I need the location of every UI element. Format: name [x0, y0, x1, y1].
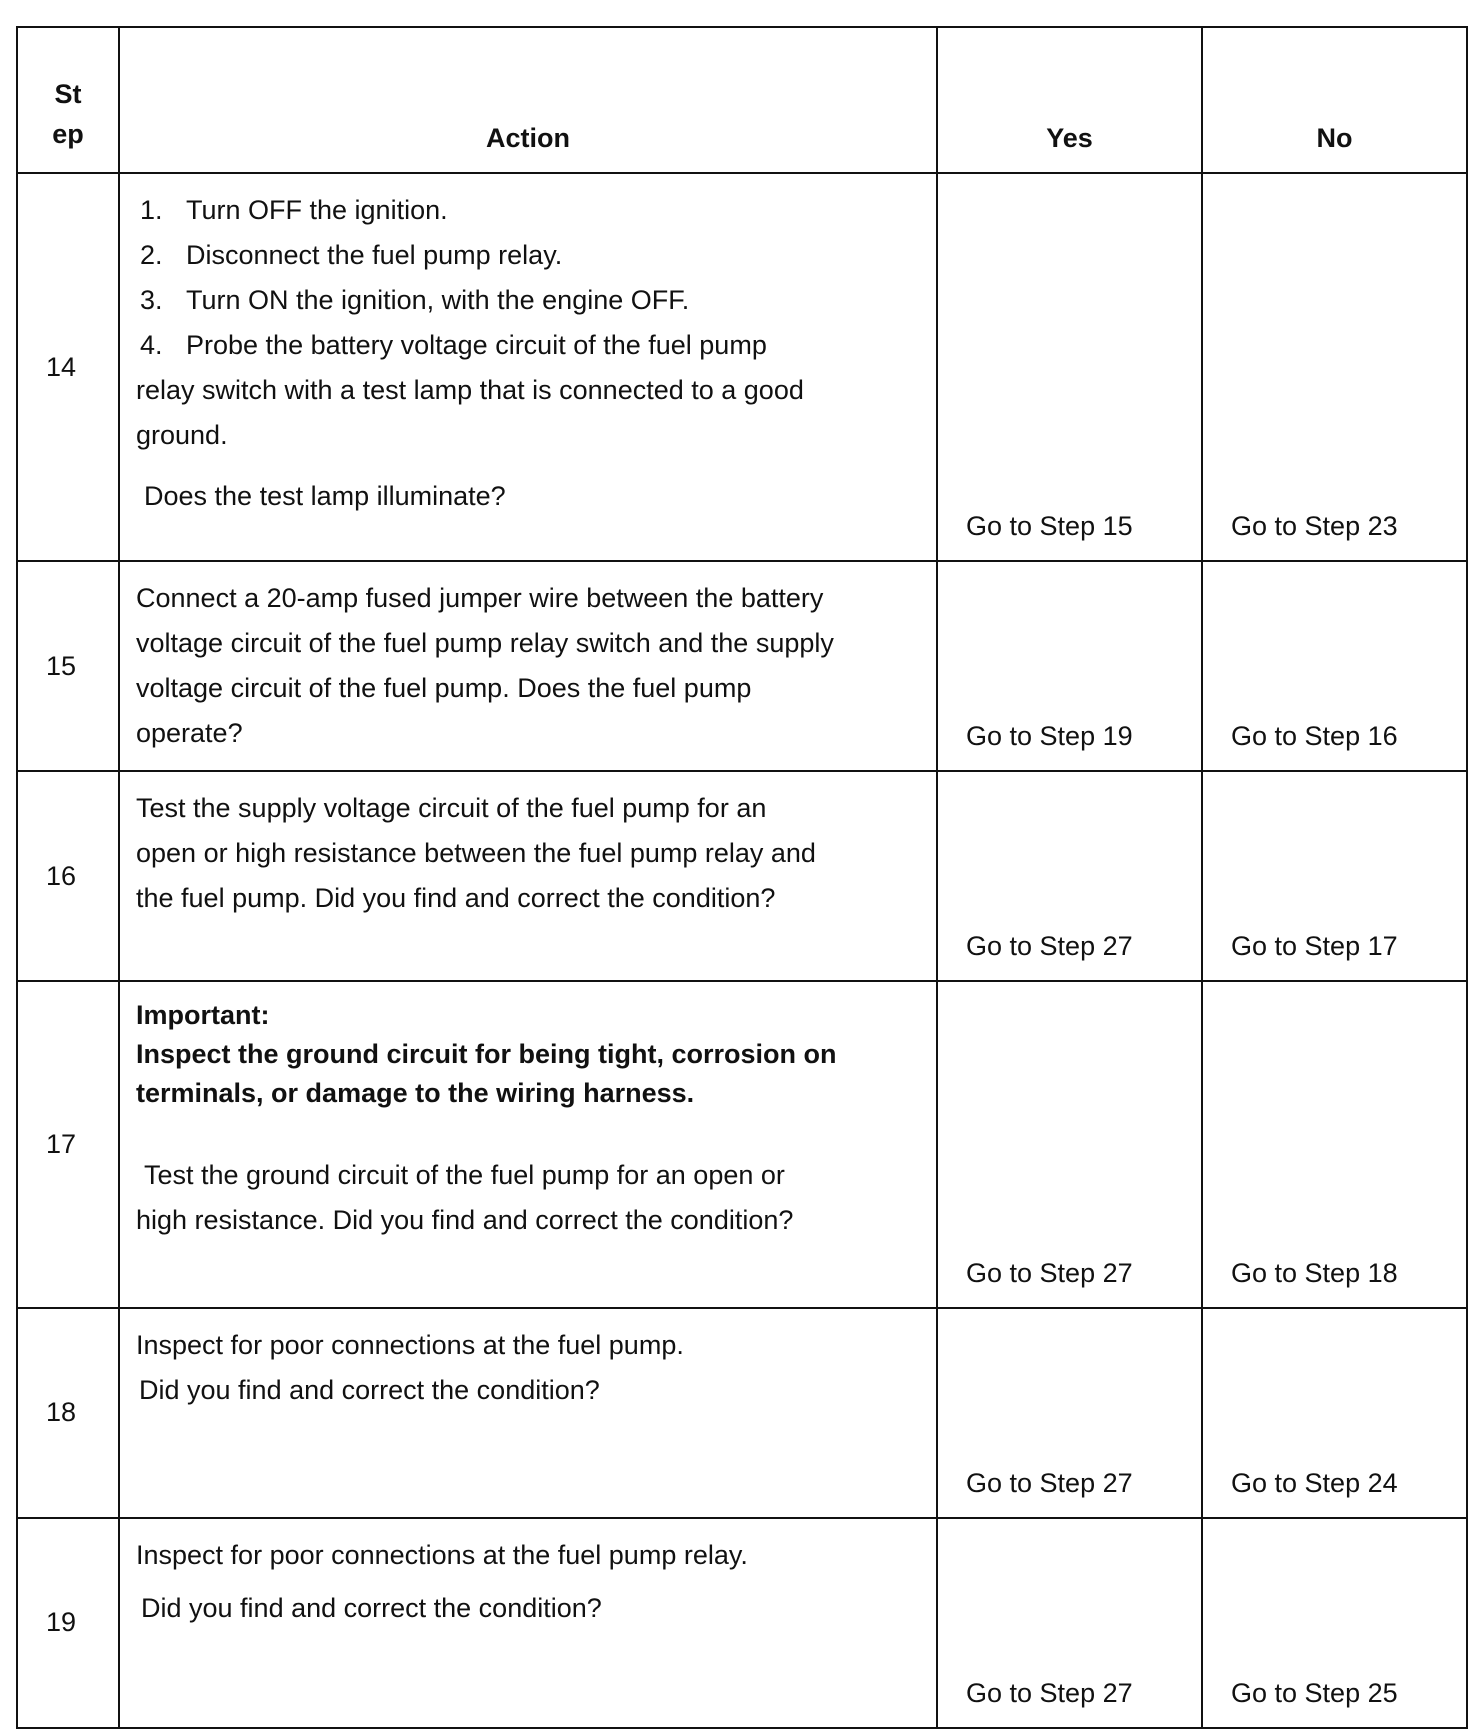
step-number: 15 — [17, 561, 119, 771]
no-result: Go to Step 25 — [1202, 1518, 1467, 1728]
action-text-line: Did you find and correct the condition? — [139, 1374, 600, 1405]
header-step — [17, 27, 119, 173]
no-result: Go to Step 16 — [1202, 561, 1467, 771]
yes-result: Go to Step 15 — [937, 173, 1202, 561]
step-number: 19 — [17, 1518, 119, 1728]
action-cell — [119, 981, 937, 1307]
action-text-line: voltage circuit of the fuel pump relay switch and the supply — [136, 628, 834, 659]
action-list-item: 1. Turn OFF the ignition. — [140, 195, 448, 225]
table-row — [17, 981, 1467, 1307]
action-text-line: relay switch with a test lamp that is connected to a good — [136, 375, 804, 405]
action-text-line: Did you find and correct the condition? — [141, 1592, 602, 1623]
action-cell — [119, 1518, 937, 1728]
table-row — [17, 1518, 1467, 1728]
yes-result: Go to Step 27 — [937, 1518, 1202, 1728]
action-list-item: 3. Turn ON the ignition, with the engine OFF. — [140, 285, 690, 315]
header-yes: Yes — [937, 27, 1202, 173]
action-cell — [119, 771, 937, 981]
no-result: Go to Step 17 — [1202, 771, 1467, 981]
action-list-item: 2. Disconnect the fuel pump relay. — [140, 240, 563, 270]
yes-result: Go to Step 27 — [937, 981, 1202, 1307]
table-row — [17, 771, 1467, 981]
table-row — [17, 173, 1467, 561]
action-text-line: operate? — [136, 718, 243, 749]
action-text-line: Connect a 20-amp fused jumper wire between the battery — [136, 583, 824, 614]
no-result: Go to Step 18 — [1202, 981, 1467, 1307]
action-text-line: Test the ground circuit of the fuel pump for an open or — [144, 1160, 785, 1191]
step-number: 18 — [17, 1308, 119, 1518]
action-text-line: the fuel pump. Did you find and correct the condition? — [136, 883, 776, 914]
table-row — [17, 561, 1467, 771]
action-list-item: 4. Probe the battery voltage circuit of the fuel pump — [140, 330, 767, 360]
action-text-line: ground. — [136, 420, 228, 450]
action-text-line: Test the supply voltage circuit of the fuel pump for an — [136, 793, 767, 824]
action-text-line: voltage circuit of the fuel pump. Does the fuel pump — [136, 673, 752, 704]
step-number: 17 — [17, 981, 119, 1307]
important-text-line: Inspect the ground circuit for being tight, corrosion on — [136, 1039, 837, 1070]
action-text-line: open or high resistance between the fuel pump relay and — [136, 838, 816, 869]
yes-result: Go to Step 19 — [937, 561, 1202, 771]
header-no: No — [1202, 27, 1467, 173]
no-result: Go to Step 24 — [1202, 1308, 1467, 1518]
action-cell — [119, 173, 937, 561]
table-row — [17, 1308, 1467, 1518]
diagnostic-table — [16, 26, 1468, 1729]
action-text-line: high resistance. Did you find and correct the condition? — [136, 1205, 794, 1236]
header-action: Action — [119, 27, 937, 173]
no-result: Go to Step 23 — [1202, 173, 1467, 561]
action-cell — [119, 1308, 937, 1518]
important-text-line: terminals, or damage to the wiring harness. — [136, 1078, 695, 1109]
important-label: Important: — [136, 1000, 270, 1031]
header-row — [17, 27, 1467, 173]
action-question: Does the test lamp illuminate? — [144, 481, 506, 511]
action-text-line: Inspect for poor connections at the fuel pump. — [136, 1329, 684, 1360]
action-text-line: Inspect for poor connections at the fuel pump relay. — [136, 1539, 748, 1570]
header-step-label: St ep — [52, 79, 84, 149]
action-cell — [119, 561, 937, 771]
yes-result: Go to Step 27 — [937, 1308, 1202, 1518]
step-number: 16 — [17, 771, 119, 981]
step-number: 14 — [17, 173, 119, 561]
yes-result: Go to Step 27 — [937, 771, 1202, 981]
